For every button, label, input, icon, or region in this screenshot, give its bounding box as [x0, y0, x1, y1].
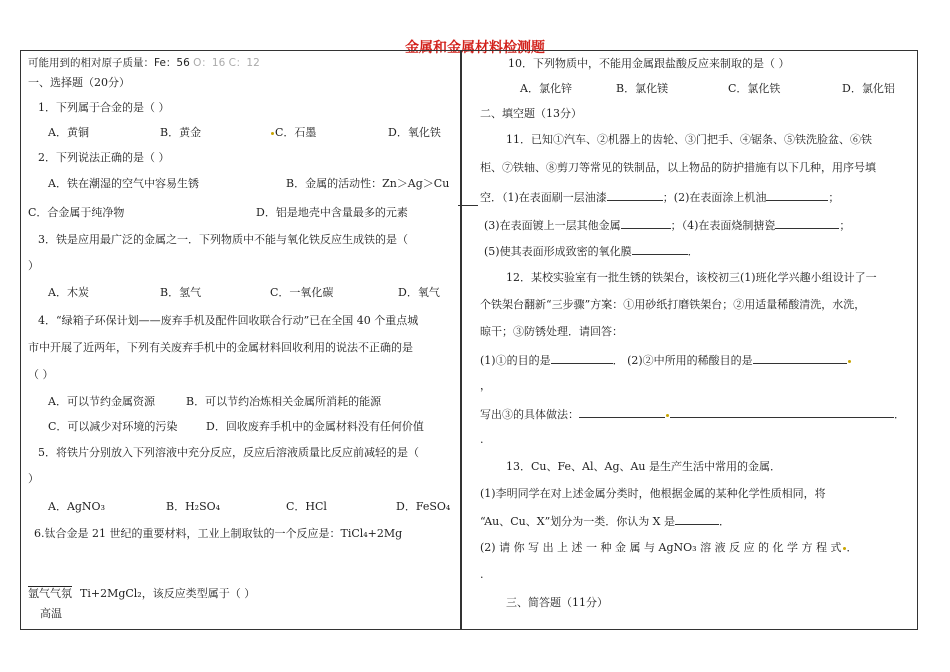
q1-option-c: C．石墨	[270, 126, 316, 140]
q4-paren: （ ）	[28, 368, 54, 381]
q10-stem: 10．下列物质中，不能用金属跟盐酸反应来制取的是（ ）	[508, 57, 790, 70]
q4-option-a: A．可以节约金属资源	[48, 395, 155, 408]
q3-stem: 3．铁是应用最广泛的金属之一．下列物质中不能与氧化铁反应生成铁的是（	[38, 233, 408, 246]
q3-option-a: A．木炭	[48, 286, 89, 299]
q1-stem: 1．下列属于合金的是（ ）	[38, 101, 170, 114]
section-choice-heading: 一、选择题（20分）	[28, 76, 130, 89]
answer-blank[interactable]	[775, 218, 839, 229]
q4-line1: 4．“绿箱子环保计划——废弃手机及配件回收联合行动”已在全国 40 个重点城	[38, 314, 419, 327]
q5-stem: 5．将铁片分别放入下列溶液中充分反应，反应后溶液质量比反应前减轻的是（	[38, 446, 419, 459]
q5-option-a: A．AgNO₃	[48, 500, 105, 513]
q13-line1: 13．Cu、Fe、Al、Ag、Au 是生产生活中常用的金属．	[506, 460, 782, 473]
answer-blank[interactable]	[551, 353, 613, 364]
q6-line2: Ti+2MgCl₂，该反应类型属于（ ）	[80, 587, 256, 600]
q13-line2: (1)李明同学在对上述金属分类时，他根据金属的某种化学性质相同，将	[480, 487, 826, 500]
q2-option-b: B．金属的活动性：Zn＞Ag＞Cu	[286, 177, 450, 190]
q5-paren: ）	[28, 472, 39, 485]
q1-option-d: D．氧化铁	[388, 126, 441, 139]
answer-blank[interactable]	[753, 353, 847, 364]
q13-period: .	[480, 568, 484, 581]
q10-option-d: D．氯化铝	[842, 82, 895, 95]
q5-option-b: B．H₂SO₄	[166, 500, 221, 513]
q12-line4: (1)①的目的是 ． (2)②中所用的稀酸目的是	[480, 353, 852, 368]
q10-option-a: A．氯化锌	[520, 82, 572, 95]
q3-paren: ）	[28, 259, 39, 272]
answer-blank[interactable]	[766, 190, 828, 201]
answer-blank[interactable]	[675, 514, 719, 525]
answer-blank[interactable]	[579, 407, 665, 418]
q11-line1: 11．已知①汽车、②机器上的齿轮、③门把手、④锯条、⑤铁洗脸盆、⑥铁	[506, 133, 872, 146]
q12-line2: 个铁架台翻新“三步骤”方案：①用砂纸打磨铁架台；②用适量稀酸清洗，水洗，	[480, 298, 866, 311]
q12-line1: 12．某校实验室有一批生锈的铁架台，该校初三(1)班化学兴趣小组设计了一	[506, 271, 877, 284]
answer-blank[interactable]	[632, 244, 688, 255]
answer-blank[interactable]	[621, 218, 671, 229]
q10-option-b: B．氯化镁	[616, 82, 669, 95]
q6-reaction-condition: 氩气气氛	[28, 587, 72, 600]
q3-option-c: C．一氧化碳	[270, 286, 334, 299]
q5-option-d: D．FeSO₄	[396, 500, 451, 513]
q4-line2: 市中开展了近两年，下列有关废弃手机中的金属材料回收利用的说法不正确的是	[28, 341, 413, 354]
q5-option-c: C．HCl	[286, 500, 327, 513]
mark-dot	[848, 360, 851, 363]
q12-line5: 写出③的具体做法： ．	[480, 408, 905, 421]
q4-option-d: D．回收废弃手机中的金属材料没有任何价值	[206, 420, 424, 433]
q11-line3: 空．（1)在表面刷一层油漆 ；(2)在表面涂上机油 ；	[480, 191, 840, 204]
mark-dot	[271, 132, 274, 135]
q12-comma: ，	[480, 379, 491, 392]
mark-dot	[666, 414, 669, 417]
page-title: 金属和金属材料检测题	[405, 40, 545, 56]
q13-line4: (2) 请 你 写 出 上 述 一 种 金 属 与 AgNO₃ 溶 液 反 应 的 化 学 方 程 式 ．	[480, 541, 858, 554]
divider-tick	[458, 205, 478, 206]
q1-option-b: B．黄金	[160, 126, 202, 139]
q12-period: .	[480, 433, 484, 446]
q11-line5: (5)使其表面形成致密的氧化膜 ．	[484, 245, 699, 258]
answer-blank[interactable]	[607, 190, 663, 201]
q11-line2: 柜、⑦铁轴、⑧剪刀等常见的铁制品，以上物品的防护措施有以下几种，用序号填	[480, 161, 876, 174]
q2-option-a: A．铁在潮湿的空气中容易生锈	[48, 177, 199, 190]
section-short-answer-heading: 三、简答题（11分）	[506, 596, 608, 609]
q3-option-b: B．氢气	[160, 286, 202, 299]
q2-option-c: C．合金属于纯净物	[28, 206, 125, 219]
q2-stem: 2．下列说法正确的是（ ）	[38, 151, 170, 164]
q6-line1: 6.钛合金是 21 世纪的重要材料，工业上制取钛的一个反应是：TiCl₄+2Mg	[34, 527, 403, 540]
q13-line3: “Au、Cu、X”划分为一类．你认为 X 是 ．	[480, 515, 731, 528]
q4-option-c: C．可以减少对环境的污染	[48, 420, 178, 433]
q4-option-b: B．可以节约冶炼相关金属所消耗的能源	[186, 395, 382, 408]
mark-dot	[843, 547, 846, 550]
atomic-mass-note: 可能用到的相对原子质量：Fe：56 O：16 C：12	[28, 57, 260, 69]
q3-option-d: D．氧气	[398, 286, 440, 299]
q11-line4: (3)在表面镀上一层其他金属 ；（4)在表面烧制搪瓷 ；	[484, 219, 851, 232]
column-divider	[460, 50, 462, 630]
section-fill-heading: 二、填空题（13分）	[480, 107, 582, 120]
q12-line3: 晾干；③防锈处理．请回答：	[480, 325, 623, 338]
q1-option-a: A．黄铜	[48, 126, 89, 139]
q2-option-d: D．铝是地壳中含量最多的元素	[256, 206, 408, 219]
q6-temperature-condition: 高温	[40, 607, 62, 620]
q10-option-c: C．氯化铁	[728, 82, 781, 95]
answer-blank[interactable]	[670, 407, 894, 418]
